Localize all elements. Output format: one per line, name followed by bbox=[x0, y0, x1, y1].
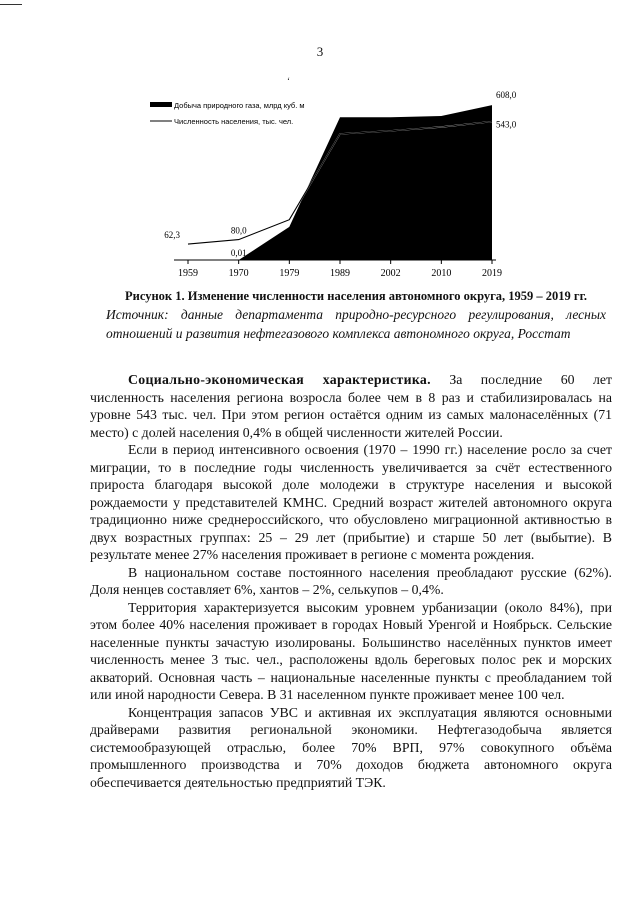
legend-label-population: Численность населения, тыс. чел. bbox=[174, 117, 294, 126]
figure-caption bbox=[106, 289, 606, 343]
x-tick-label: 2019 bbox=[482, 268, 502, 279]
figure-caption-title: Рисунок 1. Изменение численности населения автономного округа, 1959 – 2019 гг. bbox=[125, 289, 587, 303]
figure-caption-source: Источник: данные департамента природно-ресурсного регулирования, лесных отношений и развития нефтегазового комплекса автономного округа, Росстат bbox=[106, 307, 606, 341]
page-number: 3 bbox=[316, 44, 324, 59]
population-gas-chart bbox=[150, 78, 517, 283]
stray-mark: ‘ bbox=[287, 76, 290, 86]
paragraph-urbanization: Территория характеризуется высоким уровнем урбанизации (около 84%), при этом более 40% населения проживает в городах Новый Уренгой и Ноябрьск. Сельские населенные пункты зачастую изолированы. Большинство населённых пунктов имеет численность менее 3 тыс. чел., расположены вдоль береговых полос рек и морских акваторий. Основная часть – национальные населенные пункты с преобладанием той или иной народности Севера. В 31 населенном пункте проживает менее 100 чел. bbox=[90, 599, 612, 702]
data-label: 62,3 bbox=[164, 230, 180, 241]
x-tick-label: 1970 bbox=[228, 268, 249, 279]
data-label: 543,0 bbox=[496, 119, 517, 130]
legend-swatch-gas bbox=[150, 102, 172, 107]
x-tick-label: 1989 bbox=[330, 268, 350, 279]
x-tick-label: 1979 bbox=[279, 268, 300, 279]
data-label: 608,0 bbox=[496, 90, 517, 101]
data-label: 80,0 bbox=[230, 225, 247, 236]
gas-production-area bbox=[188, 105, 492, 260]
x-tick-label: 2002 bbox=[380, 268, 401, 279]
body-text bbox=[90, 371, 612, 791]
data-label: 0,01 bbox=[230, 248, 247, 258]
paragraph-lead-heading: Социально-экономическая характеристика. bbox=[128, 372, 431, 387]
corner-scan-mark bbox=[0, 4, 22, 5]
paragraph-text: За последние 60 лет численность населения региона возросла более чем в 8 раз и стабилизировалась на уровне 543 тыс. чел. При этом регион остаётся одним из самых малонаселённых (71 место) с долей населения 0,4% в общей численности жителей России. bbox=[90, 372, 613, 440]
legend-label-gas: Добыча природного газа, млрд куб. м bbox=[174, 101, 305, 110]
paragraph-socioeconomic bbox=[90, 371, 612, 441]
paragraph-economy: Концентрация запасов УВС и активная их эксплуатация являются основными драйверами развития региональной экономики. Нефтегазодобыча является системообразующей отраслью, более 70% ВРП, 97% совокупного объёма промышленного производства и 70% доходов бюджета автономного округа обеспечивается деятельностью предприятий ТЭК. bbox=[90, 704, 612, 790]
paragraph-migration: Если в период интенсивного освоения (1970 – 1990 гг.) население росло за счет миграции, то в последние годы численность увеличивается за счёт естественного прироста благодаря высокой доле молодежи в структуре населения и высокой рождаемости у представителей КМНС. Средний возраст жителей автономного округа традиционно ниже среднероссийского, что обусловлено миграционной активностью в двух возрастных группах: 25 – 29 лет (прибытие) и старше 50 лет (выбытие). В результате менее 27% населения проживает в регионе с момента рождения. bbox=[90, 442, 612, 562]
x-tick-label: 2010 bbox=[431, 268, 452, 279]
x-tick-label: 1959 bbox=[178, 268, 198, 279]
paragraph-ethnic-composition: В национальном составе постоянного населения преобладают русские (62%). Доля ненцев составляет 6%, хантов – 2%, селькупов – 0,4%. bbox=[90, 564, 612, 597]
